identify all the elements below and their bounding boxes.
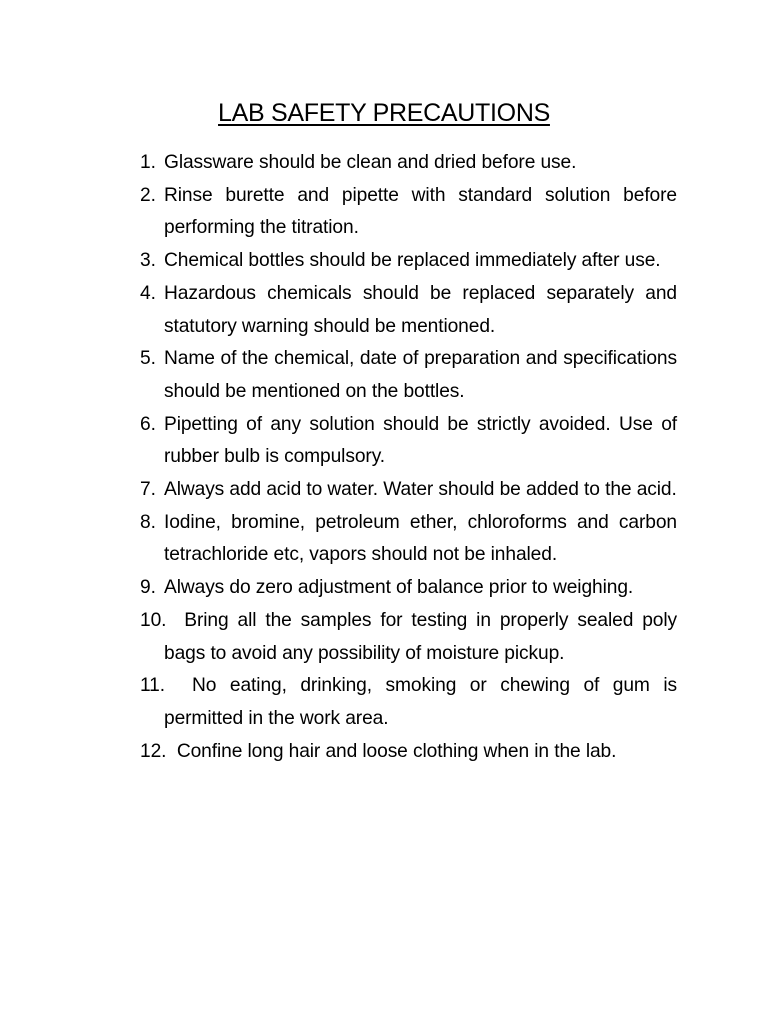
- list-item: [140, 409, 677, 474]
- precautions-list: [140, 147, 677, 768]
- list-item: [140, 474, 677, 507]
- item-text: Always do zero adjustment of balance prior to weighing.: [164, 577, 634, 599]
- list-item: [140, 572, 677, 605]
- item-text: Glassware should be clean and dried before use.: [164, 152, 577, 173]
- item-text: Pipetting of any solution should be strictly avoided. Use of rubber bulb is compulsory.: [164, 413, 677, 468]
- item-text: Chemical bottles should be replaced immediately after use.: [164, 250, 661, 272]
- list-item: [140, 343, 677, 408]
- item-text: Iodine, bromine, petroleum ether, chloroforms and carbon tetrachloride etc, vapors should not be inhaled.: [164, 511, 677, 566]
- page-title: LAB SAFETY PRECAUTIONS: [218, 99, 550, 127]
- item-number: 7.: [140, 479, 156, 501]
- list-item: [140, 507, 677, 572]
- list-item: [140, 605, 677, 670]
- list-item: [140, 245, 677, 278]
- item-text: Rinse burette and pipette with standard solution before performing the titration.: [164, 184, 677, 239]
- list-item: [140, 736, 677, 769]
- item-number: 6.: [140, 413, 156, 435]
- item-text: Always add acid to water. Water should be added to the acid.: [164, 479, 677, 501]
- item-text: Hazardous chemicals should be replaced separately and statutory warning should be mentioned.: [164, 282, 677, 337]
- item-text: Name of the chemical, date of preparation and specifications should be mentioned on the bottles.: [164, 348, 677, 402]
- list-item: [140, 278, 677, 343]
- item-number: 2.: [140, 184, 156, 206]
- item-number: 4.: [140, 282, 156, 304]
- item-number: 1.: [140, 152, 156, 173]
- item-number: 8.: [140, 511, 156, 533]
- item-number: 12.: [140, 740, 172, 762]
- item-text: No eating, drinking, smoking or chewing of gum is permitted in the work area.: [164, 675, 678, 729]
- item-text: Bring all the samples for testing in properly sealed poly bags to avoid any possibility of moisture pickup.: [164, 609, 678, 664]
- item-number: 3.: [140, 250, 156, 272]
- list-item: [140, 147, 677, 180]
- item-number: 11.: [140, 675, 179, 697]
- item-text: Confine long hair and loose clothing when in the lab.: [176, 740, 617, 762]
- list-item: [140, 180, 677, 245]
- item-number: 5.: [140, 348, 156, 370]
- list-item: [140, 670, 677, 735]
- item-number: 9.: [140, 577, 156, 599]
- item-number: 10.: [140, 609, 176, 631]
